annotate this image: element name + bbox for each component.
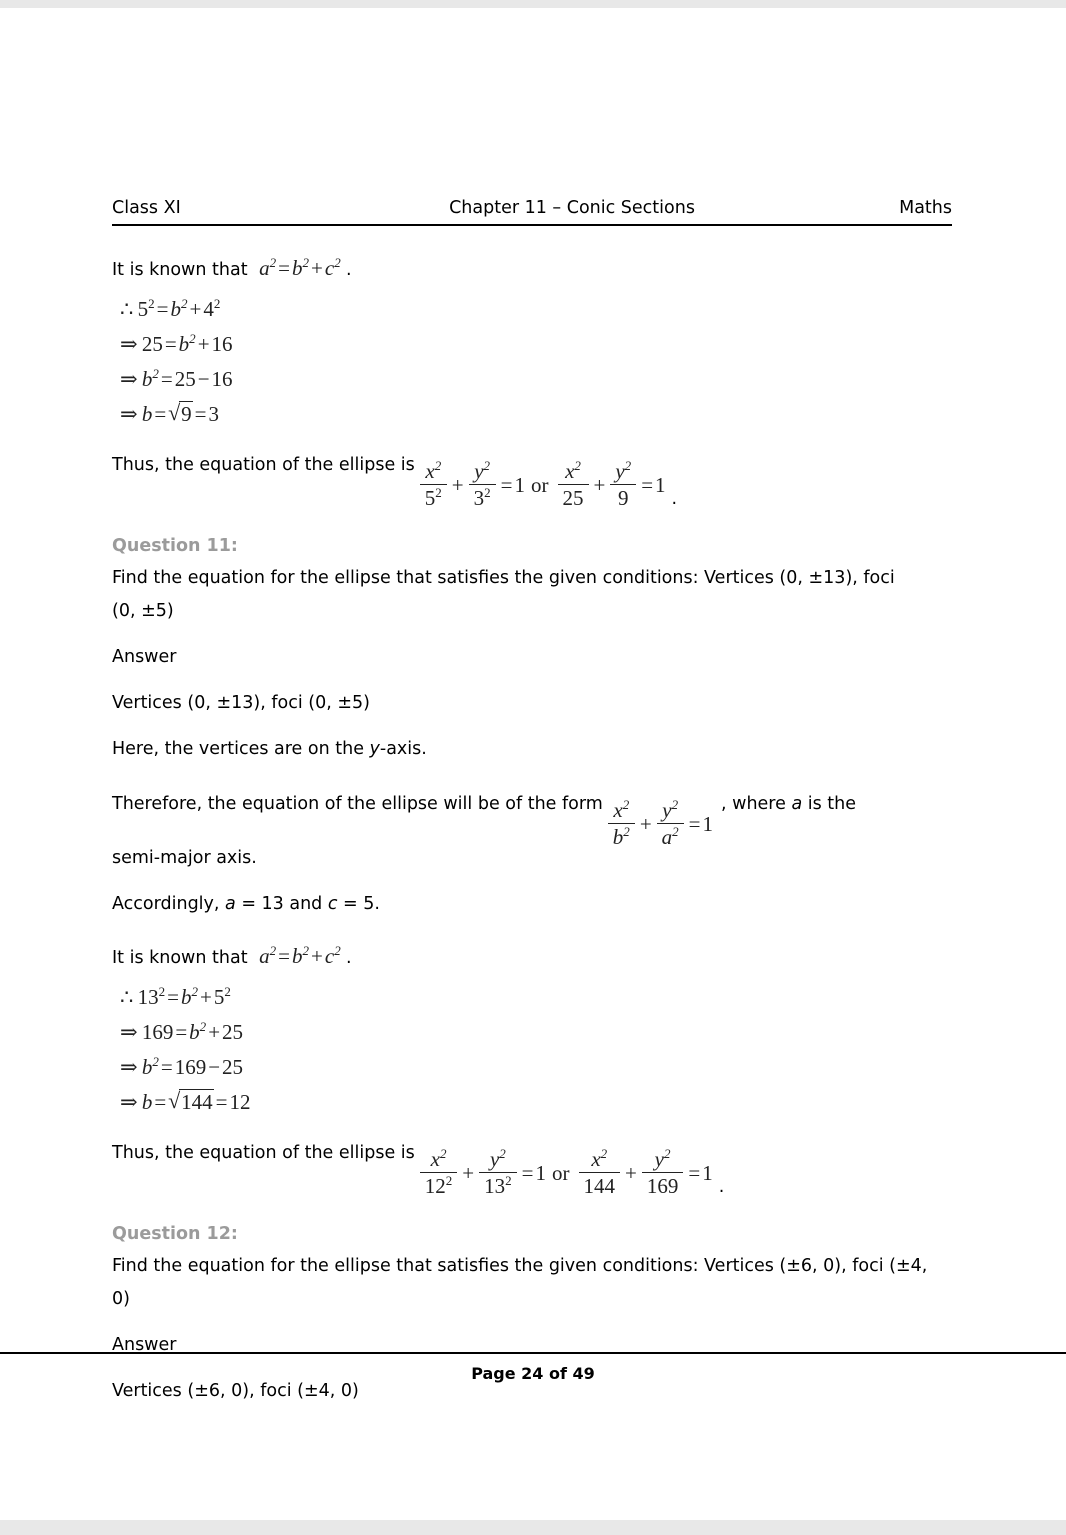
form-line-prefix: Therefore, the equation of the ellipse will be of the form: [112, 794, 603, 815]
question-11-known-line: [112, 934, 952, 975]
q10-known-expression: $a^2=b^2+c^2$: [259, 255, 341, 280]
axis-note-variable: y: [369, 739, 380, 760]
form-line-suffix-variable: a: [791, 794, 803, 815]
accordingly-pre: Accordingly,: [112, 893, 226, 914]
q11-step-3: ⇒ $b^2=169-25$: [120, 1053, 244, 1079]
question-11-conclusion: [112, 1137, 952, 1198]
header-chapter: Chapter 11 – Conic Sections: [449, 198, 695, 218]
form-line-suffix-pre: , where: [721, 794, 792, 815]
question-11-answer-label: Answer: [112, 647, 177, 668]
accordingly-mid: = 13 and: [235, 893, 328, 914]
q11-step-4: ⇒ b= √ 144 =12: [120, 1089, 952, 1115]
question-11-semi-major: semi-major axis.: [112, 847, 257, 868]
q11-thus-prefix: Thus, the equation of the ellipse is: [112, 1142, 415, 1163]
question-12-answer-label: Answer: [112, 1334, 177, 1355]
question-11-prompt: Find the equation for the ellipse that satisfies the given conditions: Vertices (0, ±13), foci (0, ±5): [112, 568, 895, 622]
page-content: [112, 198, 952, 1408]
question-12-heading: Question 12:: [112, 1223, 238, 1244]
question-11-given: Vertices (0, ±13), foci (0, ±5): [112, 693, 370, 714]
q11-result-expression: $\frac{x^2}{12^2}$ + $\frac{y^2}{13^2}$ = 1 or $\frac{x^2}{144}$ + $\frac{y^2}{169}$ = 1: [417, 1148, 713, 1199]
question-11-heading: Question 11:: [112, 536, 238, 557]
q10-known-prefix: It is known that: [112, 260, 248, 280]
q10-known-line: [112, 246, 952, 287]
q10-step-4: ⇒ b= √ 9 =3: [120, 401, 952, 427]
q10-trailing-dot: .: [671, 489, 678, 510]
question-12-prompt: Find the equation for the ellipse that satisfies the given conditions: Vertices (±6, 0), foci (±4, 0): [112, 1255, 928, 1309]
q11-step-1: ∴ $13^2=b^2+5^2$: [120, 983, 231, 1009]
q11-known-period: .: [345, 947, 352, 968]
question-12-given: Vertices (±6, 0), foci (±4, 0): [112, 1380, 359, 1401]
question-11-form-line: [112, 788, 952, 850]
q10-step-1: ∴ $5^2=b^2+4^2$: [120, 296, 221, 321]
form-line-suffix-tail: is the: [802, 794, 857, 815]
axis-note-post: -axis.: [379, 739, 427, 760]
question-11-axis-note: [112, 733, 952, 766]
q10-step-3: ⇒ $b^2=25-16$: [120, 366, 233, 391]
document-page: [0, 8, 1066, 1520]
accordingly-a: a: [225, 893, 236, 914]
ellipse-standard-form: $\frac{x^2}{b^2}$ + $\frac{y^2}{a^2}$ = 1: [605, 799, 713, 850]
accordingly-tail: = 5.: [337, 893, 380, 914]
q11-step-2: ⇒ $169=b^2+25$: [120, 1018, 244, 1044]
footer-divider: [0, 1352, 1066, 1354]
axis-note-pre: Here, the vertices are on the: [112, 739, 370, 760]
q10-thus-prefix: Thus, the equation of the ellipse is: [112, 455, 415, 475]
q11-trailing-dot: .: [718, 1176, 725, 1197]
footer-page-number: Page 24 of 49: [471, 1364, 595, 1383]
header-subject: Maths: [899, 198, 952, 218]
q11-known-prefix: It is known that: [112, 947, 248, 968]
accordingly-c: c: [327, 893, 338, 914]
q10-known-period: .: [345, 260, 352, 280]
q10-step-2: ⇒ $25=b^2+16$: [120, 331, 233, 356]
header-class: Class XI: [112, 198, 181, 218]
q10-result-expression: $\frac{x^2}{5^2}$ + $\frac{y^2}{3^2}$ = 1 or $\frac{x^2}{25}$ + $\frac{y^2}{9}$ = 1: [417, 460, 666, 511]
q10-conclusion: [112, 449, 952, 511]
q11-known-expression: $a^2=b^2+c^2$: [259, 942, 341, 968]
question-11-accordingly: [112, 888, 952, 921]
document-header: [112, 198, 952, 226]
